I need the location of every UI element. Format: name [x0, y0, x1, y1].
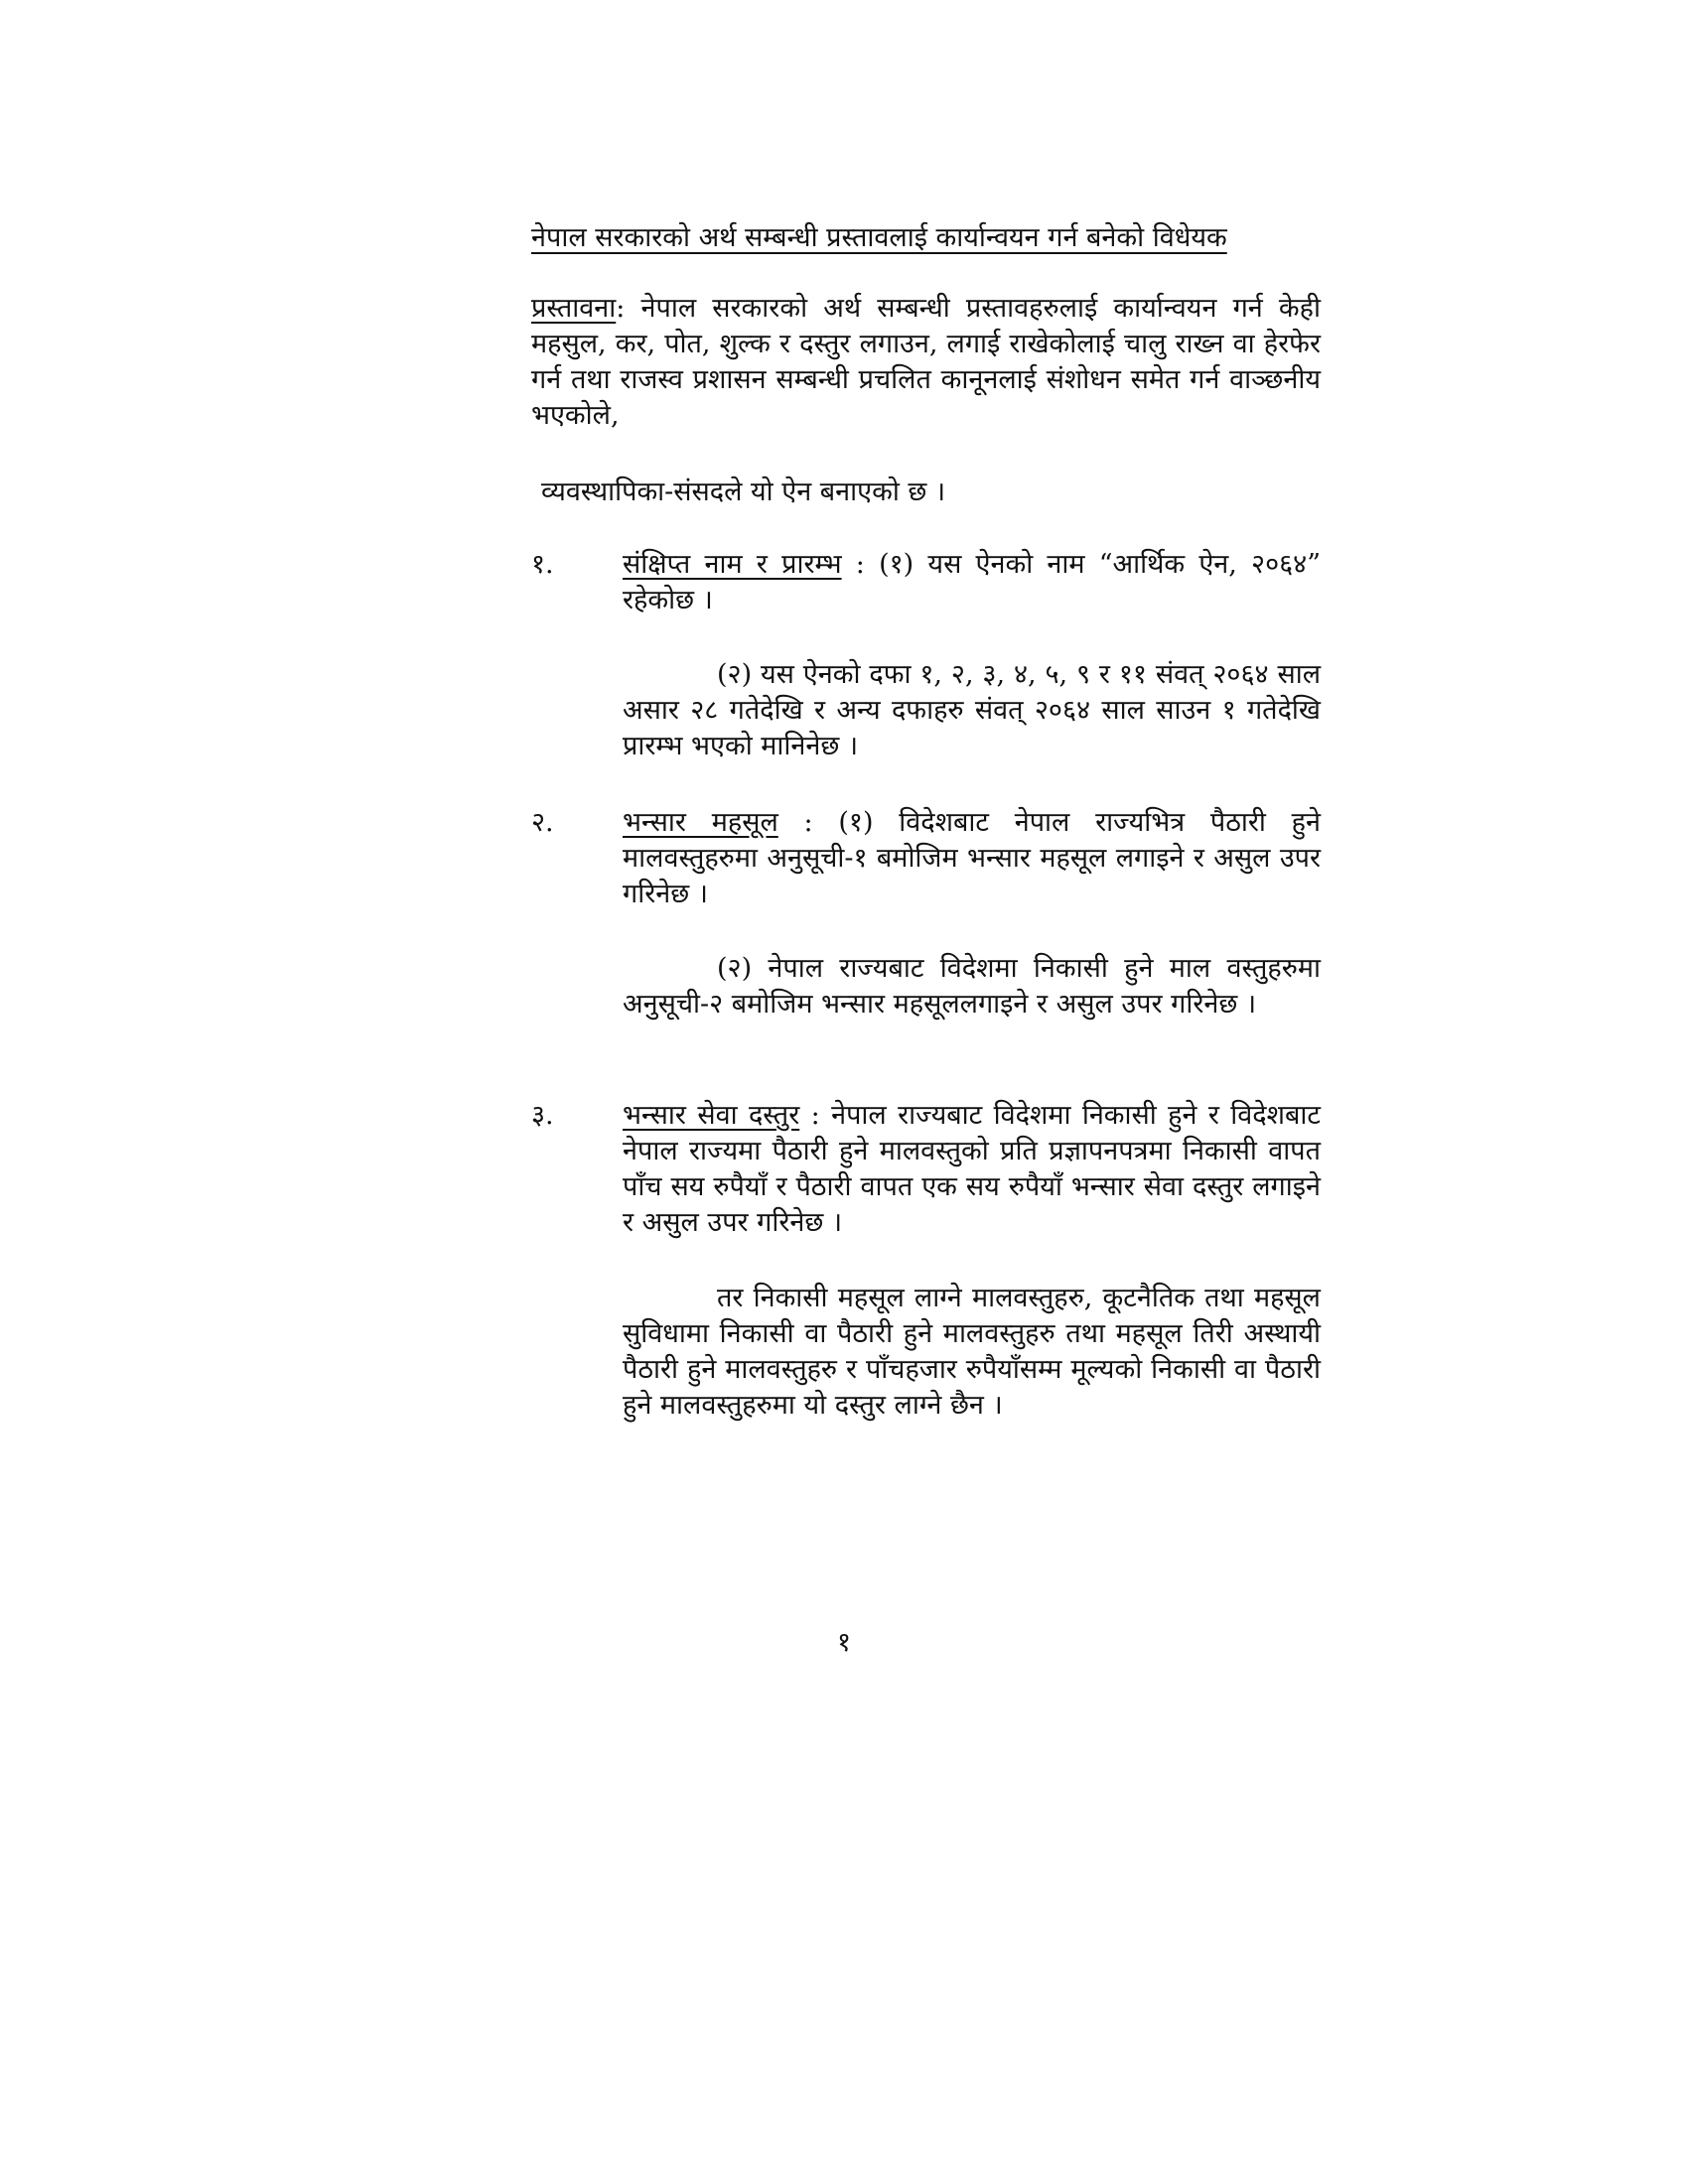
- section-number: १.: [531, 549, 554, 580]
- preamble-label: प्रस्तावना: [531, 293, 617, 324]
- section-clause-2: [623, 951, 1321, 1023]
- section-clause-2: [623, 1281, 1321, 1424]
- section-clause-text: : (१) विदेशबाट नेपाल राज्यभित्र पैठारी हुने मालवस्तुहरुमा अनुसूची-१ बमोजिम भन्सार महसूल लगाइने र असुल उपर गरिनेछ ।: [623, 807, 1321, 909]
- document-title: नेपाल सरकारको अर्थ सम्बन्धी प्रस्तावलाई कार्यान्वयन गर्न बनेको विधेयक: [531, 222, 1227, 253]
- section-clause-text: (२) नेपाल राज्यबाट विदेशमा निकासी हुने माल वस्तुहरुमा अनुसूची-२ बमोजिम भन्सार महसूललगाइने र असुल उपर गरिनेछ ।: [623, 953, 1321, 1020]
- section-clause-text: : नेपाल राज्यबाट विदेशमा निकासी हुने र विदेशबाट नेपाल राज्यमा पैठारी हुने मालवस्तुको प्रति प्रज्ञापनपत्रमा निकासी वापत पाँच सय रुपैयाँ र पैठारी वापत एक सय रुपैयाँ भन्सार सेवा दस्तुर लगाइने र असुल उपर गरिनेछ ।: [623, 1100, 1321, 1238]
- section-heading: भन्सार महसूल: [623, 807, 778, 838]
- section-clause-2: [623, 657, 1321, 764]
- section-clause-text: : (१) यस ऐनको नाम “आर्थिक ऐन, २०६४” रहेकोछ ।: [623, 549, 1321, 615]
- section-heading: संक्षिप्त नाम र प्रारम्भ: [623, 549, 842, 580]
- preamble-paragraph: [531, 291, 1321, 434]
- enacting-clause: व्यवस्थापिका-संसदले यो ऐन बनाएको छ ।: [541, 477, 946, 507]
- section-heading: भन्सार सेवा दस्तुर: [623, 1100, 800, 1131]
- section-number: ३.: [531, 1100, 554, 1131]
- preamble-colon: :: [616, 293, 641, 324]
- section-clause-1: [623, 547, 1321, 618]
- section-clause-text: (२) यस ऐनको दफा १, २, ३, ४, ५, ९ र ११ संवत् २०६४ साल असार २८ गतेदेखि र अन्य दफाहरु संवत् २०६४ साल साउन १ गतेदेखि प्रारम्भ भएको मानिनेछ ।: [623, 659, 1321, 761]
- page-number: १: [836, 1627, 852, 1658]
- section-clause-1: [623, 805, 1321, 912]
- section-clause-1: [623, 1098, 1321, 1241]
- preamble-text: नेपाल सरकारको अर्थ सम्बन्धी प्रस्तावहरुलाई कार्यान्वयन गर्न केही महसुल, कर, पोत, शुल्क र दस्तुर लगाउन, लगाई राखेकोलाई चालु राख्न वा हेरफेर गर्न तथा राजस्व प्रशासन सम्बन्धी प्रचलित कानूनलाई संशोधन समेत गर्न वाञ्छनीय भएकोले,: [531, 293, 1321, 431]
- section-number: २.: [531, 807, 554, 838]
- section-clause-text: तर निकासी महसूल लाग्ने मालवस्तुहरु, कूटनैतिक तथा महसूल सुविधामा निकासी वा पैठारी हुने मालवस्तुहरु तथा महसूल तिरी अस्थायी पैठारी हुने मालवस्तुहरु र पाँचहजार रुपैयाँसम्म मूल्यको निकासी वा पैठारी हुने मालवस्तुहरुमा यो दस्तुर लाग्ने छैन ।: [623, 1283, 1321, 1421]
